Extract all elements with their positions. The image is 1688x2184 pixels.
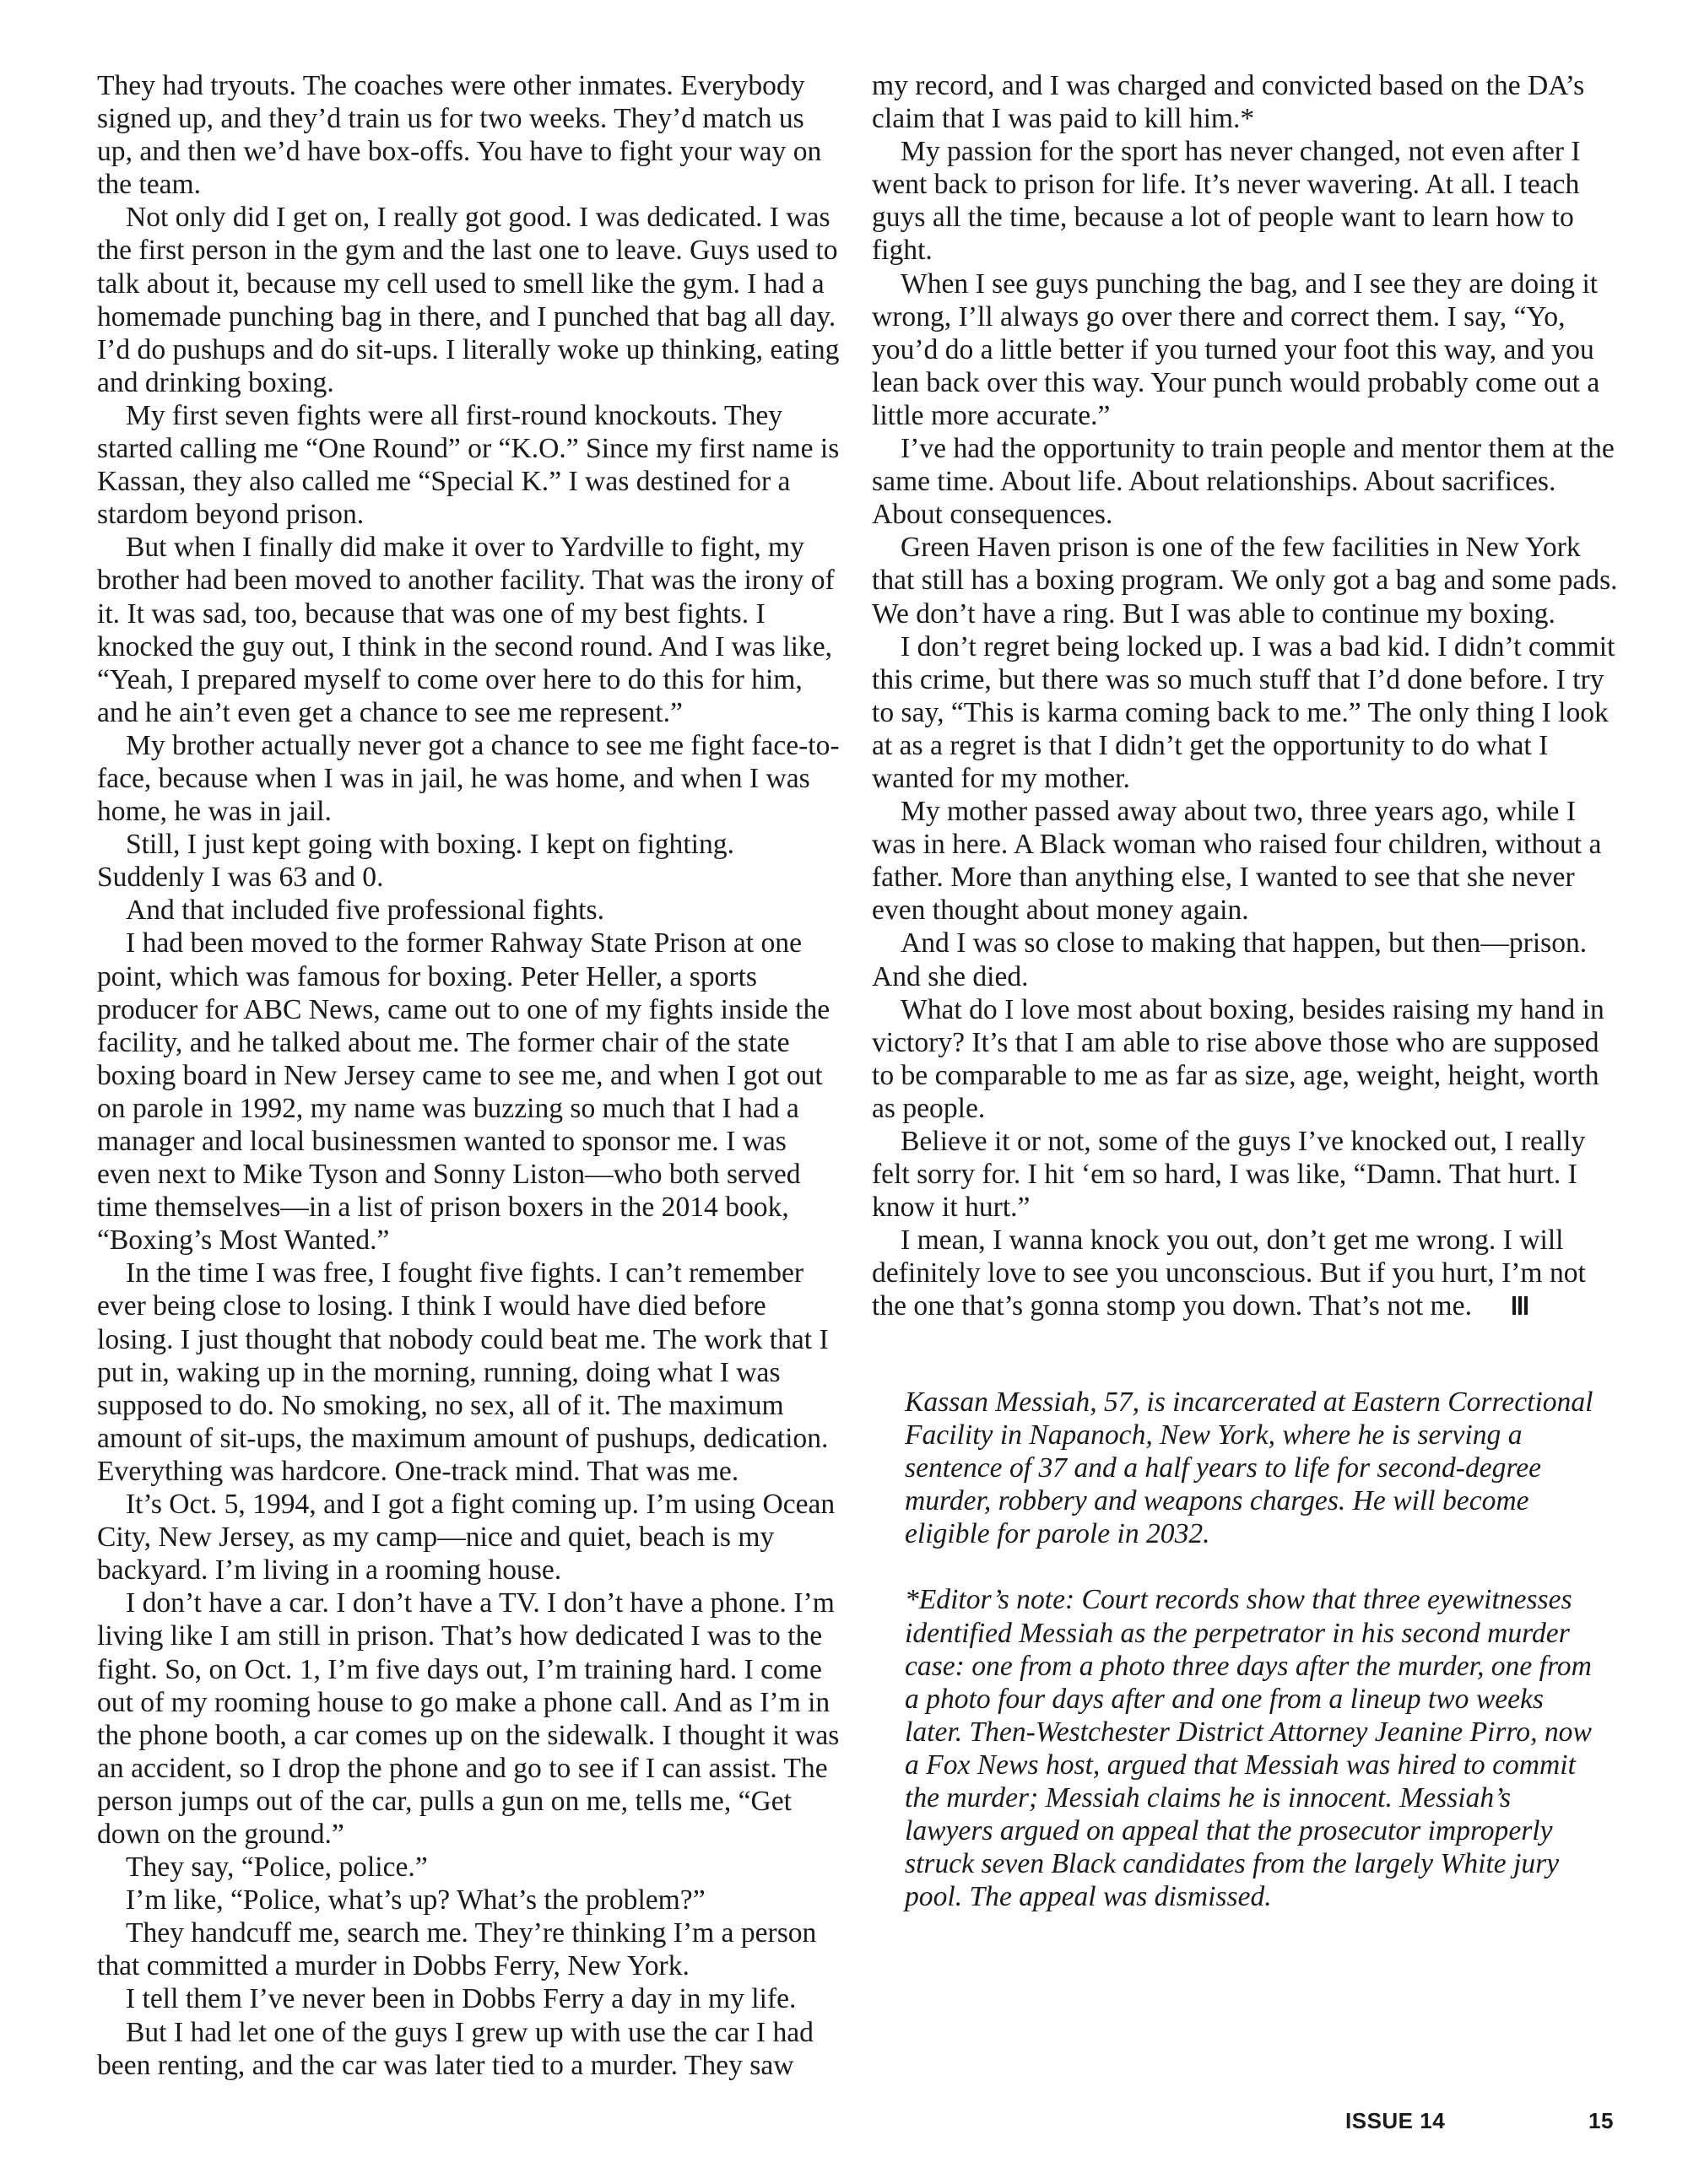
article-column-right bbox=[872, 69, 1619, 1323]
paragraph: My mother passed away about two, three years ago, while I was in here. A Black woman who raised four children, without a father. More than anything else, I wanted to see that she never even thought about money again. bbox=[872, 796, 1602, 927]
paragraph: Still, I just kept going with boxing. I kept on fighting. Suddenly I was 63 and 0. bbox=[97, 829, 734, 894]
paragraph: I’ve had the opportunity to train people and mentor them at the same time. About life. About relationships. About sacrifices. About consequences. bbox=[872, 433, 1615, 531]
paragraph: My first seven fights were all first-round knockouts. They started calling me “One Round” or “K.O.” Since my first name is Kassan, they also called me “Special K.” I was destined for a stardom beyond prison. bbox=[97, 399, 840, 531]
paragraph: I’m like, “Police, what’s up? What’s the problem?” bbox=[126, 1884, 706, 1916]
bio-text: Kassan Messiah, 57, is incarcerated at Eastern Correctional Facility in Napanoch, New York, where he is serving a sentence of 37 and a half years to life for second-degree murder, robbery and weapons charges. He will become eligible for parole in 2032. bbox=[905, 1387, 1593, 1550]
paragraph: I tell them I’ve never been in Dobbs Ferry a day in my life. bbox=[126, 1983, 797, 2015]
paragraph: Believe it or not, some of the guys I’ve knocked out, I really felt sorry for. I hit ‘em so hard, I was like, “Damn. That hurt. I know it hurt.” bbox=[872, 1126, 1586, 1224]
paragraph: They had tryouts. The coaches were other inmates. Everybody signed up, and they’d train us for two weeks. They’d match us up, and then we’d have box-offs. You have to fight your way on the team. bbox=[97, 70, 822, 201]
paragraph: I had been moved to the former Rahway State Prison at one point, which was famous for boxing. Peter Heller, a sports producer for ABC News, came out to one of my fights inside the facility, and he talked about me. The former chair of the state boxing board in New Jersey came to see me, and when I got out on parole in 1992, my name was buzzing so much that I had a manager and local businessmen wanted to sponsor me. I was even next to Mike Tyson and Sonny Liston—who both served time themselves—in a list of prison boxers in the 2014 book, “Boxing’s Most Wanted.” bbox=[97, 927, 830, 1257]
article-column-left bbox=[97, 69, 844, 2082]
paragraph: My passion for the sport has never changed, not even after I went back to prison for life. It’s never wavering. At all. I teach guys all the time, because a lot of people want to learn how to fight. bbox=[872, 136, 1581, 267]
paragraph: But when I finally did make it over to Yardville to fight, my brother had been moved to another facility. That was the irony of it. It was sad, too, because that was one of my best fights. I knocked the guy out, I think in the second round. And I was like, “Yeah, I prepared myself to come over here to do this for him, and he ain’t even get a chance to see me represent.” bbox=[97, 532, 835, 728]
paragraph: My brother actually never got a chance to see me fight face-to-face, because when I was in jail, he was home, and when I was home, he was in jail. bbox=[97, 729, 840, 828]
paragraph: When I see guys punching the bag, and I see they are doing it wrong, I’ll always go over there and correct them. I say, “Yo, you’d do a little better if you turned your foot this way, and you lean back over this way. Your punch would probably come out a little more accurate.” bbox=[872, 268, 1600, 431]
paragraph: Green Haven prison is one of the few facilities in New York that still has a boxing program. We only got a bag and some pads. We don’t have a ring. But I was able to continue my boxing. bbox=[872, 532, 1618, 630]
page-number: 15 bbox=[1588, 2108, 1614, 2133]
paragraph: What do I love most about boxing, besides raising my hand in victory? It’s that I am able to rise above those who are supposed to be comparable to me as far as size, age, weight, height, worth as people. bbox=[872, 993, 1604, 1124]
paragraph: In the time I was free, I fought five fights. I can’t remember ever being close to losing. I think I would have died before losing. I just thought that nobody could beat me. The work that I put in, waking up in the morning, running, doing what I was supposed to do. No smoking, no sex, all of it. The maximum amount of sit-ups, the maximum amount of pushups, dedication. Everything was hardcore. One-track mind. That was me. bbox=[97, 1257, 829, 1487]
paragraph: I don’t regret being locked up. I was a bad kid. I didn’t commit this crime, but there was so much stuff that I’d done before. I try to say, “This is karma coming back to me.” The only thing I look at as a regret is that I didn’t get the opportunity to do what I wanted for my mother. bbox=[872, 630, 1615, 794]
paragraph: They say, “Police, police.” bbox=[126, 1852, 428, 1884]
paragraph: They handcuff me, search me. They’re thinking I’m a person that committed a murder in Dobbs Ferry, New York. bbox=[97, 1917, 817, 1982]
paragraph-final bbox=[872, 1224, 1619, 1322]
paragraph-final-text: I mean, I wanna knock you out, don’t get me wrong. I will definitely love to see you unconscious. But if you hurt, I’m not the one that’s gonna stomp you down. That’s not me. bbox=[872, 1224, 1586, 1322]
paragraph: And that included five professional fights. bbox=[126, 895, 604, 927]
paragraph: my record, and I was charged and convicted based on the DA’s claim that I was paid to kill him.* bbox=[872, 70, 1585, 135]
paragraph: It’s Oct. 5, 1994, and I got a fight coming up. I’m using Ocean City, New Jersey, as my camp—nice and quiet, beach is my backyard. I’m living in a rooming house. bbox=[97, 1489, 836, 1587]
author-bio bbox=[905, 1386, 1605, 1913]
paragraph: And I was so close to making that happen, but then—prison. And she died. bbox=[872, 927, 1588, 992]
issue-label: ISSUE 14 bbox=[1345, 2108, 1446, 2133]
paragraph: I don’t have a car. I don’t have a TV. I don’t have a phone. I’m living like I am still in prison. That’s how dedicated I was to the fight. So, on Oct. 1, I’m five days out, I’m training hard. I come out of my rooming house to go make a phone call. And as I’m in the phone booth, a car comes up on the sidewalk. I thought it was an accident, so I drop the phone and go to see if I can assist. The person jumps out of the car, pulls a gun on me, tells me, “Get down on the ground.” bbox=[97, 1587, 840, 1850]
editors-note: *Editor’s note: Court records show that three eyewitnesses identified Messiah as the perpetrator in his second murder case: one from a photo three days after the murder, one from a photo four days after and one from a lineup two weeks later. Then-Westchester District Attorney Jeanine Pirro, now a Fox News host, argued that Messiah was hired to commit the murder; Messiah claims he is innocent. Messiah’s lawyers argued on appeal that the prosecutor improperly struck seven Black candidates from the largely White jury pool. The appeal was dismissed. bbox=[905, 1584, 1592, 1913]
paragraph: Not only did I get on, I really got good. I was dedicated. I was the first person in the gym and the last one to leave. Guys used to talk about it, because my cell used to smell like the gym. I had a homemade punching bag in there, and I punched that bag all day. I’d do pushups and do sit-ups. I literally woke up thinking, eating and drinking boxing. bbox=[97, 202, 840, 398]
end-mark-icon bbox=[1484, 1289, 1530, 1308]
paragraph: But I had let one of the guys I grew up with use the car I had been renting, and the car was later tied to a murder. They saw bbox=[97, 2016, 814, 2081]
